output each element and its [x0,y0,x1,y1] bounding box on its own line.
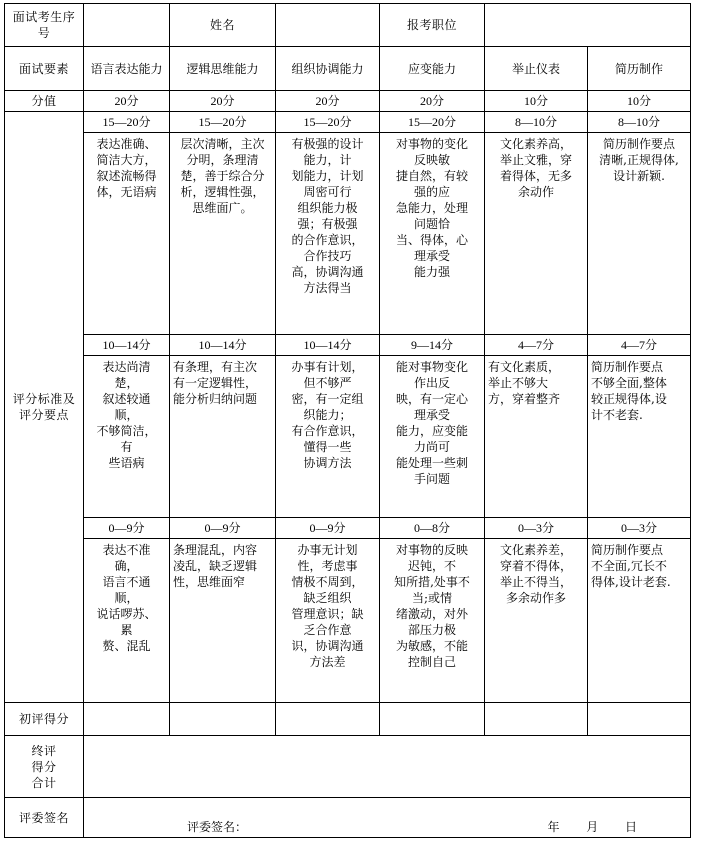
desc-low-organization: 办事无计划 性，考虑事 情极不周到， 缺乏组织 管理意识；缺 乏合作意 识，协调沟通 方法差 [276,539,380,703]
range-mid: 10—14分 [84,335,170,356]
range-low: 0—9分 [84,518,170,539]
range-mid: 4—7分 [588,335,691,356]
range-low: 0—3分 [588,518,691,539]
initial-score-cell[interactable] [170,703,276,736]
element-language: 语言表达能力 [84,47,170,91]
criteria-label: 评分标准及评分要点 [5,112,84,703]
desc-high-organization: 有极强的设计 能力，计 划能力，计划 周密可行 组织能力极 强；有极强 的合作意识， 合作技巧 高，协调沟通 方法得当 [276,133,380,335]
range-low: 0—3分 [485,518,588,539]
range-low: 0—8分 [380,518,485,539]
score-value: 20分 [276,91,380,112]
score-value: 20分 [84,91,170,112]
initial-score-row [5,703,691,736]
desc-high-adaptability: 对事物的变化 反映敏 捷自然，有较 强的应 急能力，处理 问题恰 当、得体，心 理承受 能力强 [380,133,485,335]
date-day: 日 [624,820,637,834]
elements-row [5,47,691,91]
signature-field[interactable] [84,798,691,838]
score-value: 20分 [170,91,276,112]
range-high: 8—10分 [485,112,588,133]
desc-mid-resume: 简历制作要点 不够全面,整体 较正规得体,设 计不老套. [588,356,691,518]
initial-score-cell[interactable] [485,703,588,736]
initial-score-cell[interactable] [84,703,170,736]
criteria-high-desc-row [5,133,691,335]
range-high: 15—20分 [380,112,485,133]
range-high: 15—20分 [84,112,170,133]
range-mid: 9—14分 [380,335,485,356]
criteria-high-range-row [5,112,691,133]
name-field[interactable] [276,4,380,47]
range-low: 0—9分 [276,518,380,539]
initial-score-label: 初评得分 [5,703,84,736]
desc-high-manner: 文化素养高， 举止文雅，穿 着得体，无多 余动作 [485,133,588,335]
element-organization: 组织协调能力 [276,47,380,91]
range-low: 0—9分 [170,518,276,539]
final-score-label: 终评 得分 合计 [5,736,84,798]
desc-high-language: 表达准确、 简洁大方， 叙述流畅得 体，无语病 [84,133,170,335]
range-high: 15—20分 [170,112,276,133]
desc-high-logic: 层次清晰，主次 分明，条理清 楚，善于综合分 析，逻辑性强， 思维面广。 [170,133,276,335]
element-adaptability: 应变能力 [380,47,485,91]
element-logic: 逻辑思维能力 [170,47,276,91]
initial-score-cell[interactable] [588,703,691,736]
score-label: 分值 [5,91,84,112]
desc-low-resume: 简历制作要点 不全面,冗长不 得体,设计老套. [588,539,691,703]
range-mid: 4—7分 [485,335,588,356]
desc-mid-language: 表达尚清 楚， 叙述较通 顺， 不够简洁， 有 些语病 [84,356,170,518]
date-month: 月 [586,820,599,834]
desc-low-language: 表达不准 确， 语言不通 顺， 说话啰苏、 累 赘、混乱 [84,539,170,703]
final-score-row [5,736,691,798]
elements-label: 面试要素 [5,47,84,91]
criteria-mid-desc-row [5,356,691,518]
range-mid: 10—14分 [170,335,276,356]
score-row [5,91,691,112]
signature-row [5,798,691,838]
desc-mid-logic: 有条理，有主次 有一定逻辑性， 能分析归纳问题 [170,356,276,518]
position-field[interactable] [485,4,691,47]
desc-mid-manner: 有文化素质， 举止不够大 方，穿着整齐 [485,356,588,518]
score-value: 10分 [588,91,691,112]
initial-score-cell[interactable] [276,703,380,736]
position-label: 报考职位 [380,4,485,47]
interviewee-number-label: 面试考生序号 [5,4,84,47]
score-value: 10分 [485,91,588,112]
criteria-mid-range-row [5,335,691,356]
initial-score-cell[interactable] [380,703,485,736]
element-resume: 简历制作 [588,47,691,91]
date-year: 年 [547,820,560,834]
desc-low-manner: 文化素养差， 穿着不得体， 举止不得当， 多余动作多 [485,539,588,703]
criteria-low-range-row [5,518,691,539]
range-high: 8—10分 [588,112,691,133]
desc-mid-adaptability: 能对事物变化 作出反 映，有一定心 理承受 能力，应变能 力尚可 能处理一些刺 手问题 [380,356,485,518]
signature-date [548,819,637,835]
signature-inline-label: 评委签名： [187,820,248,834]
final-score-field[interactable] [84,736,691,798]
interviewee-number-field[interactable] [84,4,170,47]
element-manner: 举止仪表 [485,47,588,91]
range-high: 15—20分 [276,112,380,133]
desc-high-resume: 简历制作要点 清晰,正规得体, 设计新颖. [588,133,691,335]
desc-low-logic: 条理混乱，内容 凌乱，缺乏逻辑 性，思维面窄 [170,539,276,703]
signature-label: 评委签名 [5,798,84,838]
interview-score-sheet [4,3,691,838]
desc-low-adaptability: 对事物的反映 迟钝，不 知所措,处事不 当;或情 绪激动，对外 部压力极 为敏感，不能 控制自己 [380,539,485,703]
range-mid: 10—14分 [276,335,380,356]
header-row [5,4,691,47]
score-value: 20分 [380,91,485,112]
name-label: 姓名 [170,4,276,47]
criteria-low-desc-row [5,539,691,703]
desc-mid-organization: 办事有计划， 但不够严 密，有一定组 织能力； 有合作意识， 懂得一些 协调方法 [276,356,380,518]
